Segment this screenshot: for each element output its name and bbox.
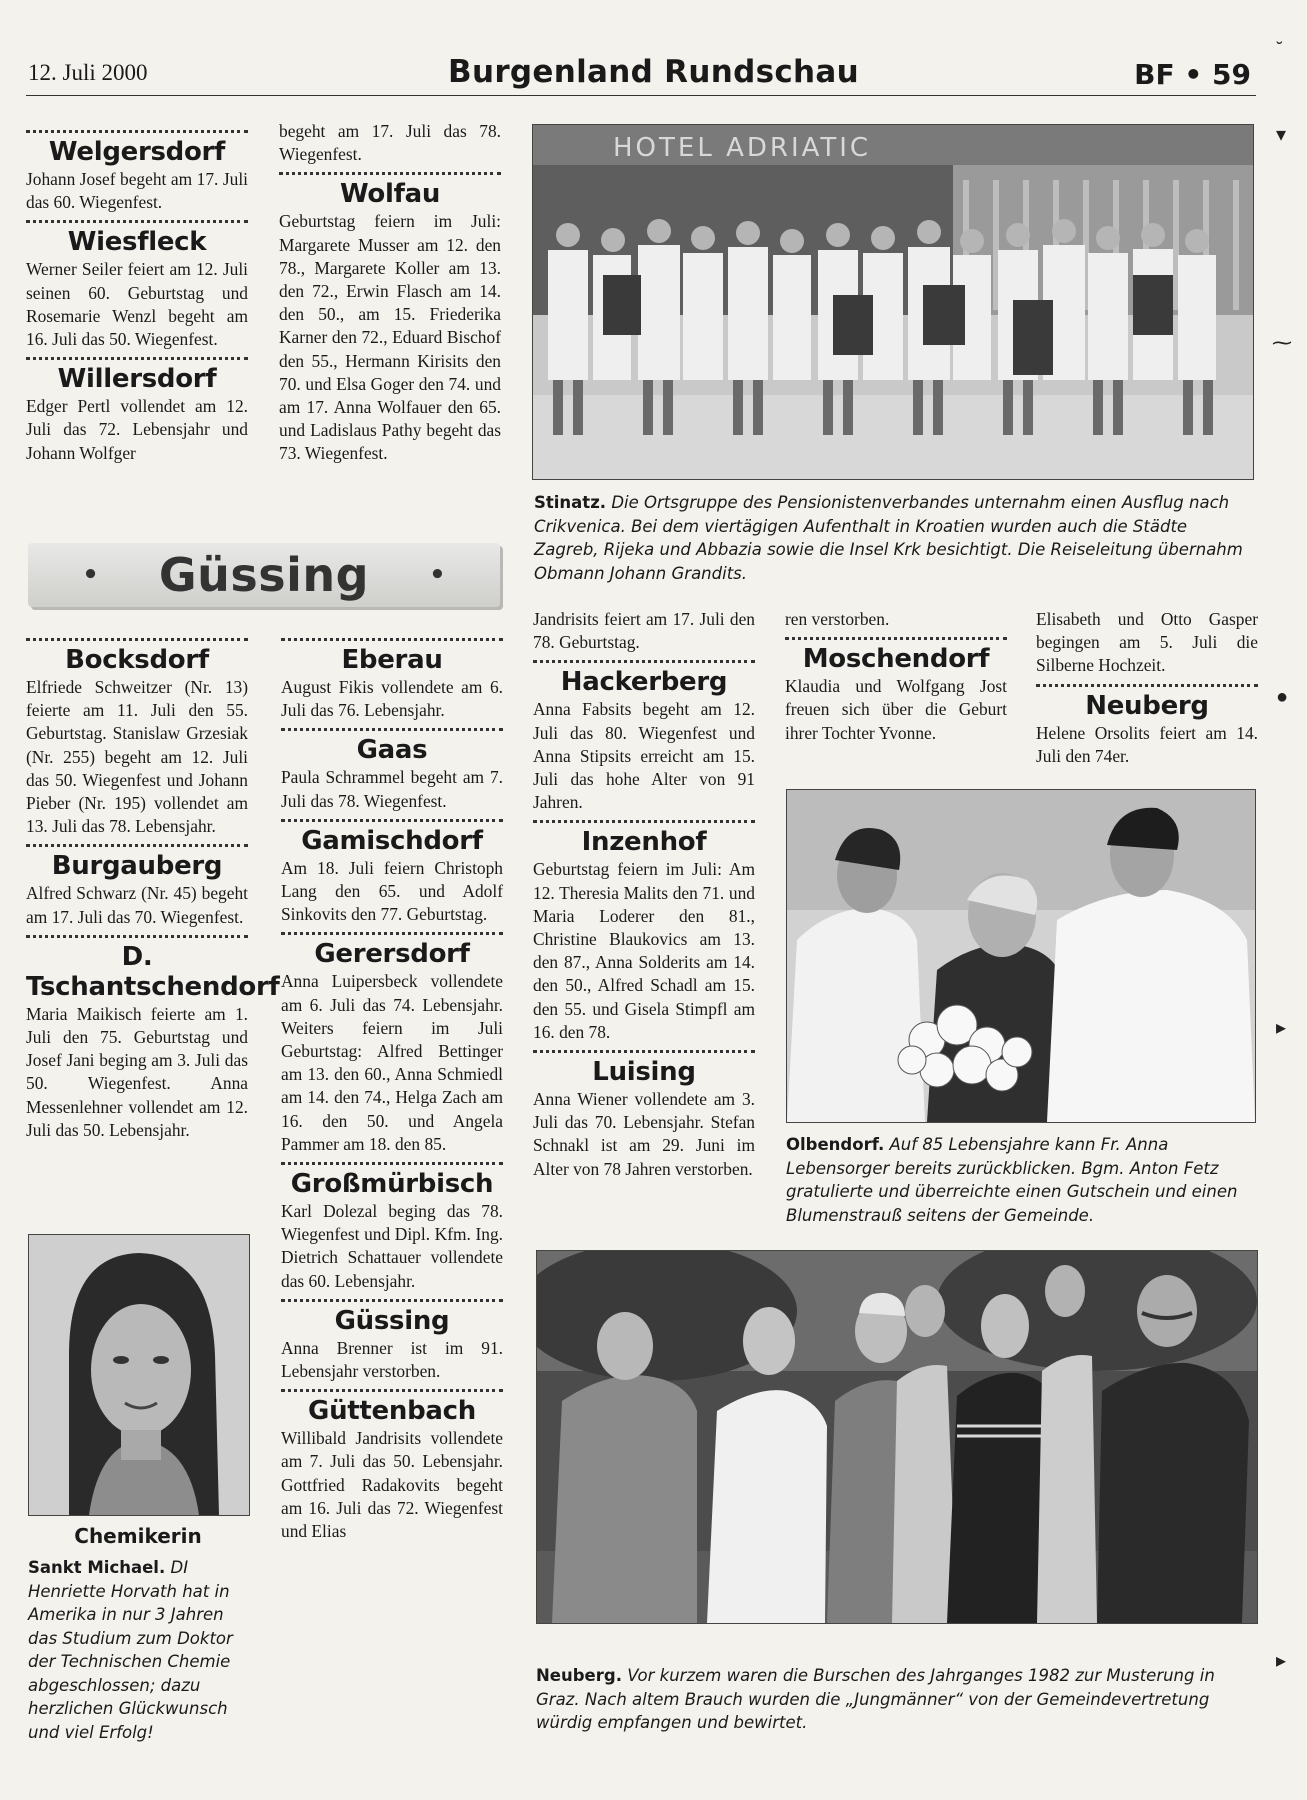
article-text: Geburtstag feiern im Juli: Am 12. Theresia Malits den 71. und Maria Loderer den 81., Christine Blaukovics am 13. den 87., Anna Solderits am 14. den 50., Alfred Schadl am 15. den 55. und Gisela Stimpfl am 16. den 78. xyxy=(533,859,755,1042)
article xyxy=(26,935,280,1142)
article-heading: Luising xyxy=(592,1057,696,1088)
article-text: Klaudia und Wolfgang Jost freuen sich über die Geburt ihrer Tochter Yvonne. xyxy=(785,676,1007,743)
issue-date: 12. Juli 2000 xyxy=(28,60,148,85)
article-text: Alfred Schwarz (Nr. 45) begeht am 17. Juli das 70. Wiegenfest. xyxy=(26,883,248,927)
article-text: Willibald Jandrisits vollendete am 7. Juli das 50. Lebensjahr. Gottfried Radakovits begeht am 16. Juli das 72. Wiegenfest und Elias xyxy=(281,1428,503,1542)
column-1-bottom xyxy=(26,632,280,1142)
article-heading: Inzenhof xyxy=(581,827,707,858)
divider xyxy=(26,935,248,938)
article-heading: Neuberg xyxy=(1085,690,1209,721)
portrait-caption xyxy=(28,1556,250,1744)
column-1-top xyxy=(26,124,248,465)
stinatz-caption xyxy=(534,491,1254,585)
divider xyxy=(26,130,248,133)
portrait-image xyxy=(29,1235,249,1515)
caption-text: Die Ortsgruppe des Pensionistenverbandes unternahm einen Ausflug nach Crikvenica. Bei dem viertägigen Aufenthalt in Kroatien wurden auch die Städte Zagreb, Rijeka und Abbazia sowie die Insel Krk besichtigt. Die Reiseleitung übernahm Obmann Johann Grandits. xyxy=(534,493,1243,583)
article xyxy=(26,638,248,838)
article-heading: Eberau xyxy=(341,645,443,675)
article-heading: Großmürbisch xyxy=(290,1169,494,1200)
portrait-photo xyxy=(28,1234,250,1516)
scan-mark: ▸ xyxy=(1276,1017,1287,1039)
section-banner xyxy=(28,543,500,607)
divider xyxy=(281,728,503,731)
article xyxy=(533,820,755,1044)
scan-mark: ▾ xyxy=(1276,124,1287,146)
article xyxy=(281,1162,503,1293)
divider xyxy=(785,637,1007,640)
divider xyxy=(281,1299,503,1302)
continued-text: begeht am 17. Juli das 78. Wiegenfest. xyxy=(279,121,501,165)
article-heading: Wolfau xyxy=(339,179,441,210)
article-text: Helene Orsolits feiert am 14. Juli den 74er. xyxy=(1036,722,1258,766)
article xyxy=(26,130,248,214)
divider xyxy=(26,357,248,360)
scan-mark: ▸ xyxy=(1276,1650,1287,1672)
article xyxy=(785,637,1007,745)
article-heading: D. Tschantschendorf xyxy=(26,941,280,1002)
article-heading: Burgauberg xyxy=(51,851,223,882)
article-heading: Bocksdorf xyxy=(65,645,209,675)
caption-place: Sankt Michael. xyxy=(28,1558,166,1577)
article-text: Anna Wiener vollendete am 3. Juli das 70. Lebensjahr. Stefan Schnakl ist am 29. Juni im Alter von 78 Jahren verstorben. xyxy=(533,1089,755,1179)
caption-text: Auf 85 Lebensjahre kann Fr. Anna Lebensorger bereits zurückblicken. Bgm. Anton Fetz gratulierte und überreichte einen Gutschein und einen Blumenstrauß seitens der Gemeinde. xyxy=(786,1135,1238,1225)
page-number: BF • 59 xyxy=(1134,58,1251,91)
divider xyxy=(26,844,248,847)
divider xyxy=(279,172,501,175)
article-text: Paula Schrammel begeht am 7. Juli das 78. Wiegenfest. xyxy=(281,767,503,811)
neuberg-group-photo xyxy=(536,1250,1258,1624)
article xyxy=(533,660,755,814)
caption-text: DI Henriette Horvath hat in Amerika in nur 3 Jahren das Studium zum Doktor der Technischen Chemie abgeschlossen; dazu herzlichen Glückwunsch und viel Erfolg! xyxy=(28,1558,233,1742)
article-heading: Welgersdorf xyxy=(48,137,226,167)
divider xyxy=(533,820,755,823)
column-3 xyxy=(533,608,755,1181)
column-5 xyxy=(1036,608,1258,768)
divider xyxy=(281,932,503,935)
article xyxy=(281,1389,503,1543)
article-heading: Gerersdorf xyxy=(314,939,470,970)
article-heading: Moschendorf xyxy=(802,644,990,675)
newspaper-title: Burgenland Rundschau xyxy=(448,54,859,90)
column-4 xyxy=(785,608,1007,745)
article-heading: Gamischdorf xyxy=(301,825,483,856)
article-heading: Güttenbach xyxy=(308,1396,476,1427)
section-title: Güssing xyxy=(158,548,370,602)
divider xyxy=(281,1389,503,1392)
article xyxy=(533,1050,755,1181)
masthead-rule xyxy=(26,95,1256,96)
article xyxy=(281,638,503,722)
divider xyxy=(1036,684,1258,687)
article-text: Anna Luipersbeck vollendete am 6. Juli das 74. Lebensjahr. Weiters feiern im Juli Geburtstag: Alfred Bettinger am 13. den 60., Anna Schmiedl am 14. den 74., Helga Zach am 16. den 50. und Angela Pammer am 18. den 85. xyxy=(281,971,503,1154)
divider xyxy=(281,638,503,641)
article-text: Am 18. Juli feiern Christoph Lang den 65. und Adolf Sinkovits den 77. Geburtstag. xyxy=(281,857,503,925)
scan-mark: ˘ xyxy=(1276,38,1283,60)
divider xyxy=(533,1050,755,1053)
article-text: Elfriede Schweitzer (Nr. 13) feierte am 11. Juli den 55. Geburtstag. Stanislaw Grzesiak (Nr. 255) begeht am 12. Juli das 50. Wiegenfest und Johann Pieber (Nr. 195) vollendet am 13. Juli das 78. Lebensjahr. xyxy=(26,677,248,837)
article-heading: Gaas xyxy=(356,735,428,766)
article-text: Karl Dolezal beging das 78. Wiegenfest und Dipl. Kfm. Ing. Dietrich Schattauer vollendete das 60. Lebensjahr. xyxy=(281,1201,503,1291)
olbendorf-image xyxy=(787,790,1255,1122)
article-text: Johann Josef begeht am 17. Juli das 60. Wiegenfest. xyxy=(26,169,248,213)
article-text: Anna Fabsits begeht am 12. Juli das 80. Wiegenfest und Anna Stipsits erreicht am 15. Juli das hohe Alter von 91 Jahren. xyxy=(533,699,755,813)
article xyxy=(281,819,503,927)
article-text: Werner Seiler feiert am 12. Juli seinen 60. Geburtstag und Rosemarie Wenzl begeht am 16. Juli das 50. Wiegenfest. xyxy=(26,259,248,350)
article xyxy=(26,844,248,928)
scan-mark: ⁓ xyxy=(1272,332,1292,354)
article-heading: Wiesfleck xyxy=(67,227,207,258)
article-heading: Güssing xyxy=(334,1305,450,1336)
article-text: Maria Maikisch feierte am 1. Juli den 75. Geburtstag und Josef Jani beging am 3. Juli das 50. Wiegenfest. Anna Messenlehner vollendet am 12. Juli das 50. Lebensjahr. xyxy=(26,1003,248,1140)
divider xyxy=(26,638,248,641)
divider xyxy=(533,660,755,663)
olbendorf-caption xyxy=(786,1133,1256,1227)
column-2-bottom xyxy=(281,632,503,1543)
article-text: Anna Brenner ist im 91. Lebensjahr verstorben. xyxy=(281,1337,503,1382)
stinatz-image xyxy=(533,125,1253,479)
column-2-top xyxy=(279,120,501,466)
article-text: August Fikis vollendete am 6. Juli das 76. Lebensjahr. xyxy=(281,677,503,721)
continued-text: Elisabeth und Otto Gasper begingen am 5. Juli die Silberne Hochzeit. xyxy=(1036,609,1258,676)
neuberg-image xyxy=(537,1251,1257,1623)
article-heading: Willersdorf xyxy=(57,364,217,395)
banner-bullet: • xyxy=(82,560,99,590)
continued-text: ren verstorben. xyxy=(785,609,890,629)
banner-bullet: • xyxy=(429,560,446,590)
caption-place: Neuberg. xyxy=(536,1666,622,1685)
continued-text: Jandrisits feiert am 17. Juli den 78. Geburtstag. xyxy=(533,609,755,653)
neuberg-caption xyxy=(536,1664,1256,1735)
article-text: Edger Pertl vollendet am 12. Juli das 72. Lebensjahr und Johann Wolfger xyxy=(26,396,248,463)
article-heading: Hackerberg xyxy=(560,667,728,698)
divider xyxy=(281,819,503,822)
caption-place: Stinatz. xyxy=(534,493,607,512)
divider xyxy=(281,1162,503,1165)
olbendorf-photo xyxy=(786,789,1256,1123)
divider xyxy=(26,220,248,223)
stinatz-group-photo xyxy=(532,124,1254,480)
scan-mark: ● xyxy=(1276,686,1289,708)
article xyxy=(281,932,503,1156)
article xyxy=(1036,684,1258,768)
article xyxy=(26,220,248,351)
article xyxy=(281,1299,503,1383)
caption-place: Olbendorf. xyxy=(786,1135,885,1154)
article-text: Geburtstag feiern im Juli: Margarete Musser am 12. den 78., Margarete Koller am 13. den 72., Erwin Flasch am 14. den 50., am 15. Friederika Karner den 72., Eduard Bischof den 55., Hermann Kirisits den 70. und Elsa Goger den 74. und am 17. Anna Wolfauer den 65. und Ladislaus Pathy begeht das 73. Wiegenfest. xyxy=(279,211,501,464)
hotel-sign: HOTEL ADRIATIC xyxy=(613,133,872,163)
portrait-caption-title: Chemikerin xyxy=(74,1524,202,1548)
caption-text: Vor kurzem waren die Burschen des Jahrganges 1982 zur Musterung in Graz. Nach altem Brauch wurden die „Jungmänner“ von der Gemeindevertretung würdig empfangen und bewirtet. xyxy=(536,1666,1215,1732)
article xyxy=(281,728,503,812)
article xyxy=(26,357,248,465)
article xyxy=(279,172,501,465)
